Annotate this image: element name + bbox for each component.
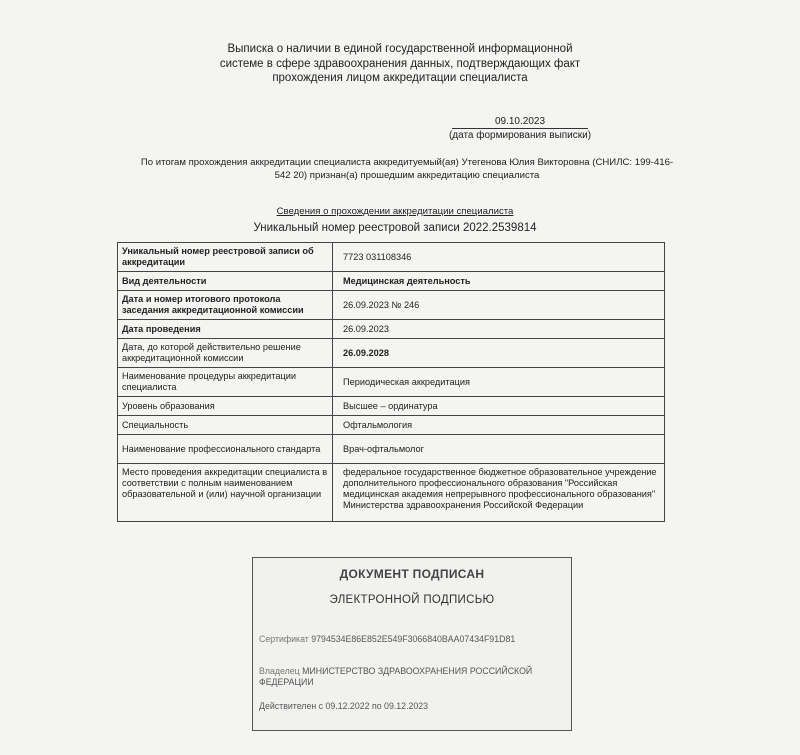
table-row bbox=[118, 368, 665, 397]
electronic-signature-stamp bbox=[252, 557, 572, 731]
table-row bbox=[118, 339, 665, 368]
table-row bbox=[118, 320, 665, 339]
table-row bbox=[118, 397, 665, 416]
row-value: 7723 031108346 bbox=[333, 243, 665, 272]
extract-date: 09.10.2023 bbox=[452, 116, 588, 129]
row-value: Врач-офтальмолог bbox=[333, 435, 665, 464]
owner-label: Владелец bbox=[259, 666, 300, 676]
intro-line: По итогам прохождения аккредитации специалиста аккредитуемый(ая) Утегенова Юлия Викторовна (СНИЛС: 199-416- bbox=[140, 157, 674, 168]
document-title bbox=[170, 42, 630, 86]
stamp-validity: Действителен с 09.12.2022 по 09.12.2023 bbox=[259, 701, 429, 711]
row-value: Офтальмология bbox=[333, 416, 665, 435]
registry-number: Уникальный номер реестровой записи 2022.2539814 bbox=[253, 222, 537, 234]
stamp-title: ДОКУМЕНТ ПОДПИСАН bbox=[339, 567, 485, 581]
intro-paragraph bbox=[122, 157, 692, 182]
table-row bbox=[118, 291, 665, 320]
row-value: 26.09.2023 bbox=[333, 320, 665, 339]
row-value: федеральное государственное бюджетное образовательное учреждение дополнительного профессионального образования "Российская медицинская академия непрерывного профессионального образования" Министерства здравоохранения Российской Федерации bbox=[333, 464, 665, 522]
row-label: Специальность bbox=[118, 416, 333, 435]
section-header: Сведения о прохождении аккредитации специалиста bbox=[276, 206, 514, 217]
row-label: Вид деятельности bbox=[118, 272, 333, 291]
title-line: прохождения лицом аккредитации специалиста bbox=[272, 72, 528, 84]
table-row bbox=[118, 272, 665, 291]
row-label: Место проведения аккредитации специалиста в соответствии с полным наименованием образовательной и (или) научной организации bbox=[118, 464, 333, 522]
row-value: 26.09.2023 № 246 bbox=[333, 291, 665, 320]
title-line: системе в сфере здравоохранения данных, подтверждающих факт bbox=[219, 57, 581, 70]
row-label: Дата и номер итогового протокола заседания аккредитационной комиссии bbox=[118, 291, 333, 320]
extract-date-caption: (дата формирования выписки) bbox=[448, 130, 592, 141]
row-value: Периодическая аккредитация bbox=[333, 368, 665, 397]
row-label: Дата проведения bbox=[118, 320, 333, 339]
owner-value: МИНИСТЕРСТВО ЗДРАВООХРАНЕНИЯ РОССИЙСКОЙ ФЕДЕРАЦИИ bbox=[259, 666, 533, 687]
table-row bbox=[118, 435, 665, 464]
extract-date-block bbox=[440, 116, 600, 141]
row-value: Медицинская деятельность bbox=[333, 272, 665, 291]
row-label: Дата, до которой действительно решение аккредитационной комиссии bbox=[118, 339, 333, 368]
stamp-owner bbox=[259, 666, 565, 688]
row-value: Высшее – ординатура bbox=[333, 397, 665, 416]
certificate-value: 9794534E86E852E549F3066840BAA07434F91D81 bbox=[311, 634, 516, 644]
table-row bbox=[118, 416, 665, 435]
title-line: Выписка о наличии в единой государственной информационной bbox=[227, 43, 573, 55]
accreditation-table bbox=[117, 242, 665, 522]
row-label: Уникальный номер реестровой записи об аккредитации bbox=[118, 243, 333, 272]
table-row bbox=[118, 243, 665, 272]
stamp-subtitle: ЭЛЕКТРОННОЙ ПОДПИСЬЮ bbox=[329, 594, 495, 606]
table-row bbox=[118, 464, 665, 522]
row-label: Наименование профессионального стандарта bbox=[118, 435, 333, 464]
certificate-label: Сертификат bbox=[259, 634, 309, 644]
row-label: Наименование процедуры аккредитации специалиста bbox=[118, 368, 333, 397]
row-label: Уровень образования bbox=[118, 397, 333, 416]
intro-line: 542 20) признан(а) прошедшим аккредитацию специалиста bbox=[274, 169, 540, 181]
row-value: 26.09.2028 bbox=[333, 339, 665, 368]
stamp-certificate bbox=[259, 634, 565, 645]
